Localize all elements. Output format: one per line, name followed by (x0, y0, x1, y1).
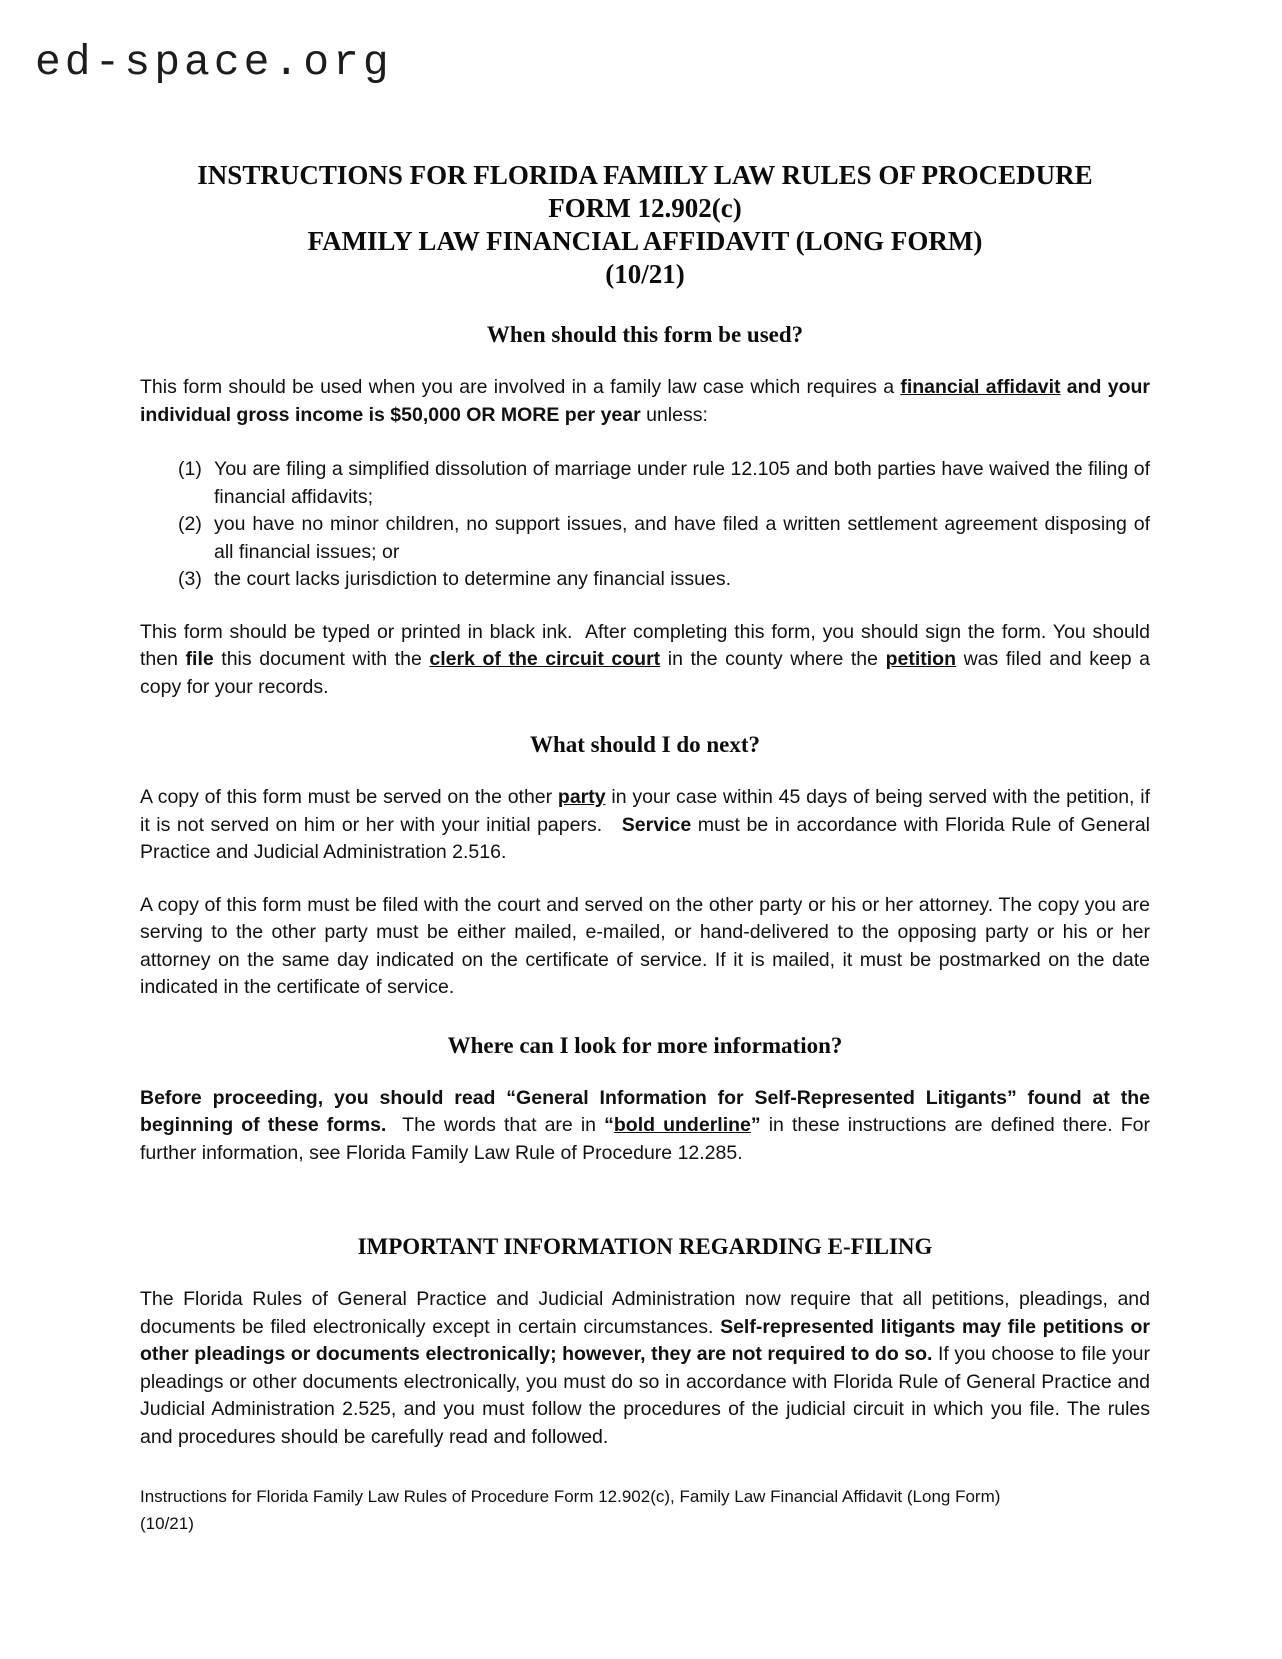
section-heading: When should this form be used? (486, 322, 804, 347)
section-more-info (140, 1032, 1156, 1168)
text-run: in the county where the (660, 648, 886, 670)
paragraph (140, 374, 1156, 429)
paragraph (140, 784, 1156, 867)
text-run: unless: (640, 403, 708, 426)
text-run: This form should be typed or printed in black ink. After completing this form, you should sign the form. You should then (140, 620, 1156, 670)
list-item-text (214, 566, 1150, 594)
paragraph (140, 892, 1156, 1002)
paragraph (140, 1286, 1156, 1451)
title-line: INSTRUCTIONS FOR FLORIDA FAMILY LAW RULES OF PROCEDURE (197, 160, 1093, 190)
section-heading: What should I do next? (529, 732, 761, 757)
site-logo[interactable]: ed-space.org (35, 38, 393, 87)
text-run: party (557, 786, 606, 808)
text-run: in these instructions are defined there. For further information, see Florida Family Law Rule of Procedure 12.285. (140, 1114, 1156, 1164)
text-run: was filed and keep a copy for your records. (140, 648, 1156, 698)
text-run: the court lacks jurisdiction to determine any financial issues. (214, 568, 731, 590)
text-run: and your individual gross income is $50,000 OR MORE per year (140, 376, 1156, 426)
text-run: file (185, 648, 214, 670)
document-footer (140, 1483, 1150, 1537)
section-heading: IMPORTANT INFORMATION REGARDING E-FILING (357, 1234, 933, 1259)
section-when-used (140, 321, 1156, 701)
text-run: ” (750, 1114, 761, 1136)
text-run: Service (621, 813, 692, 836)
text-run: this document with the (213, 648, 430, 670)
text-run: You are filing a simplified dissolution of marriage under rule 12.105 and both parties have waived the filing of financial affidavits; (214, 458, 1150, 508)
text-run: Before proceeding, you should read “General Information for Self-Represented Litigants” found at the beginning of these forms. (140, 1086, 1156, 1136)
text-run: The words that are in (386, 1114, 605, 1136)
list-item-marker: (1) (178, 458, 202, 480)
title-line: (10/21) (605, 259, 685, 289)
text-run: clerk of the circuit court (429, 648, 661, 670)
list-item-text (214, 511, 1150, 566)
document-sections (140, 321, 1156, 1451)
title-line: FORM 12.902(c) (548, 193, 742, 223)
list-item (178, 566, 1150, 594)
document-body (140, 159, 1156, 1537)
title-line: FAMILY LAW FINANCIAL AFFIDAVIT (LONG FORM) (307, 226, 983, 256)
text-run: A copy of this form must be filed with the court and served on the other party or his or her attorney. The copy you are serving to the other party must be either mailed, e-mailed, or hand-delivered to the opposing party or his or her attorney on the same day indicated on the certificate of service. If it is mailed, it must be postmarked on the date indicated in the certificate of service. (140, 893, 1156, 998)
list-item-text (214, 456, 1150, 511)
list-item-marker: (2) (178, 513, 202, 535)
text-run: financial affidavit (900, 376, 1061, 398)
text-run: in your case within 45 days of being served with the petition, if it is not served on him or her with your initial papers. (140, 786, 1156, 836)
footer-line: (10/21) (140, 1514, 194, 1533)
section-what-next (140, 731, 1156, 1002)
text-run: A copy of this form must be served on the other (140, 786, 558, 808)
list-item (178, 456, 1150, 511)
text-run: must be in accordance with Florida Rule of General Practice and Judicial Administration 2.516. (140, 813, 1156, 863)
paragraph (140, 619, 1156, 702)
paragraph (140, 1085, 1156, 1168)
text-run: Self-represented litigants may file petitions or other pleadings or documents electronically; however, they are not required to do so. (140, 1315, 1156, 1365)
list-item-marker: (3) (178, 568, 202, 590)
text-run: The Florida Rules of General Practice and Judicial Administration now require that all petitions, pleadings, and documents be filed electronically except in certain circumstances. (140, 1288, 1156, 1338)
text-run: petition (885, 648, 956, 670)
footer-line: Instructions for Florida Family Law Rules of Procedure Form 12.902(c), Family Law Financial Affidavit (Long Form) (140, 1487, 1001, 1506)
section-efiling (140, 1233, 1156, 1451)
text-run: If you choose to file your pleadings or other documents electronically, you must do so in accordance with Florida Rule of General Practice and Judicial Administration 2.525, and you must follow the procedures of the judicial circuit in which you file. The rules and procedures should be carefully read and followed. (140, 1343, 1156, 1448)
section-heading: Where can I look for more information? (447, 1032, 843, 1058)
list-item (178, 511, 1150, 566)
text-run: bold underline (613, 1114, 751, 1136)
document-title (140, 159, 1150, 291)
text-run: This form should be used when you are involved in a family law case which requires a (140, 376, 901, 398)
numbered-list (140, 456, 1150, 594)
text-run: you have no minor children, no support issues, and have filed a written settlement agreement disposing of all financial issues; or (214, 513, 1150, 563)
text-run: “ (604, 1114, 614, 1136)
